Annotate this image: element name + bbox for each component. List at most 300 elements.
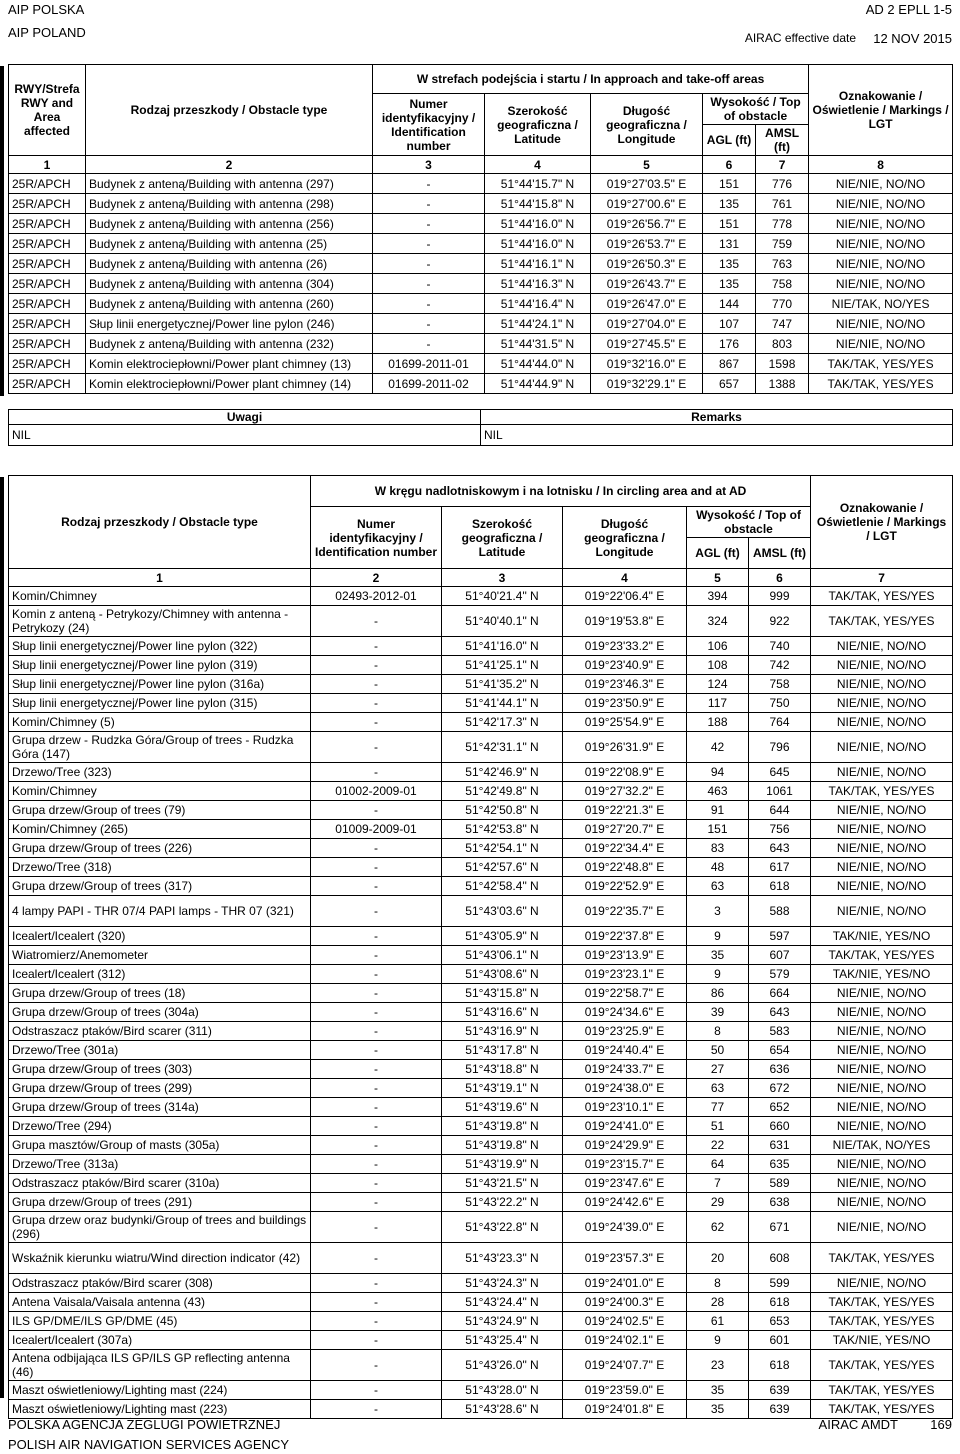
table-cell: 27 (687, 1060, 749, 1079)
table-cell: TAK/TAK, YES/YES (811, 587, 953, 606)
t2-col-height-header: Wysokość / Top of obstacle (687, 507, 811, 538)
table-row (9, 984, 953, 1003)
table-cell: 019°24'34.6" E (563, 1003, 687, 1022)
table-cell: 63 (687, 877, 749, 896)
table-cell: 51°43'26.0" N (442, 1350, 563, 1381)
table-cell: NIE/NIE, NO/NO (811, 637, 953, 656)
header-page-ref: AD 2 EPLL 1-5 (865, 2, 952, 17)
uwagi-value: NIL (9, 425, 481, 446)
table-cell: NIE/NIE, NO/NO (811, 1003, 953, 1022)
table-cell: 51°43'15.8" N (442, 984, 563, 1003)
table-cell: 019°27'32.2" E (563, 782, 687, 801)
table-row (9, 174, 953, 194)
table-cell: 01002-2009-01 (311, 782, 442, 801)
table-cell: 50 (687, 1041, 749, 1060)
table-cell: Grupa masztów/Group of masts (305a) (9, 1136, 311, 1155)
table-cell: 639 (749, 1381, 811, 1400)
table-row (9, 1243, 953, 1274)
table-cell: 23 (687, 1350, 749, 1381)
table-row (9, 234, 953, 254)
table-cell: 51°43'24.3" N (442, 1274, 563, 1293)
table-cell: Komin/Chimney (5) (9, 713, 311, 732)
table-cell: 019°24'41.0" E (563, 1117, 687, 1136)
table-cell: NIE/NIE, NO/NO (811, 839, 953, 858)
table-cell: 601 (749, 1331, 811, 1350)
table-row (9, 194, 953, 214)
table-cell: 019°24'02.5" E (563, 1312, 687, 1331)
column-number: 1 (9, 569, 311, 587)
table-row (9, 1041, 953, 1060)
uwagi-header: Uwagi (9, 410, 481, 425)
table-cell: Budynek z anteną/Building with antenna (256) (86, 214, 373, 234)
table-row (9, 1155, 953, 1174)
table-row (9, 1022, 953, 1041)
table-cell: 51°43'17.8" N (442, 1041, 563, 1060)
table-cell: Grupa drzew - Rudzka Góra/Group of trees - Rudzka Góra (147) (9, 732, 311, 763)
table-cell: 631 (749, 1136, 811, 1155)
column-number: 5 (687, 569, 749, 587)
table-cell: 77 (687, 1098, 749, 1117)
table-cell: - (311, 1400, 442, 1419)
table-cell: 25R/APCH (9, 254, 86, 274)
table-cell: 25R/APCH (9, 234, 86, 254)
table-row (9, 294, 953, 314)
table-cell: Drzewo/Tree (313a) (9, 1155, 311, 1174)
table-cell: TAK/TAK, YES/YES (809, 374, 953, 394)
table-cell: NIE/NIE, NO/NO (809, 214, 953, 234)
table-cell: Grupa drzew/Group of trees (18) (9, 984, 311, 1003)
table-row (9, 1293, 953, 1312)
table-cell: Budynek z anteną/Building with antenna (297) (86, 174, 373, 194)
table-cell: NIE/NIE, NO/NO (811, 984, 953, 1003)
table-row (9, 1400, 953, 1419)
table-cell: Słup linii energetycznej/Power line pylon (316a) (9, 675, 311, 694)
table-cell: 597 (749, 927, 811, 946)
table-cell: - (311, 946, 442, 965)
table-row (9, 1381, 953, 1400)
table-cell: 51°43'28.0" N (442, 1381, 563, 1400)
table-cell: TAK/NIE, YES/NO (811, 927, 953, 946)
table-cell: 51°44'16.3" N (485, 274, 591, 294)
table-cell: 588 (749, 896, 811, 927)
table-cell: 764 (749, 713, 811, 732)
table-cell: ILS GP/DME/ILS GP/DME (45) (9, 1312, 311, 1331)
table-row (9, 820, 953, 839)
column-number: 8 (809, 156, 953, 174)
table-cell: 25R/APCH (9, 314, 86, 334)
table-cell: 652 (749, 1098, 811, 1117)
group-header: W strefach podejścia i startu / In approach and take-off areas (373, 65, 809, 94)
table-cell: Odstraszacz ptaków/Bird scarer (310a) (9, 1174, 311, 1193)
table-cell: 638 (749, 1193, 811, 1212)
table-cell: - (311, 1193, 442, 1212)
column-number: 3 (442, 569, 563, 587)
remarks-value: NIL (481, 425, 953, 446)
table-row (9, 946, 953, 965)
table-cell: 25R/APCH (9, 334, 86, 354)
table-cell: 29 (687, 1193, 749, 1212)
table-row (9, 314, 953, 334)
table-cell: Wskaźnik kierunku wiatru/Wind direction indicator (42) (9, 1243, 311, 1274)
table-cell: TAK/TAK, YES/YES (809, 354, 953, 374)
table-cell: 9 (687, 927, 749, 946)
col-type-header: Rodzaj przeszkody / Obstacle type (86, 65, 373, 156)
table-cell: - (311, 801, 442, 820)
table-cell: Grupa drzew oraz budynki/Group of trees and buildings (296) (9, 1212, 311, 1243)
table-cell: 653 (749, 1312, 811, 1331)
table-cell: 999 (749, 587, 811, 606)
table-row (9, 334, 953, 354)
table-cell: 51°44'15.7" N (485, 174, 591, 194)
table-cell: - (311, 965, 442, 984)
table-cell: - (311, 1350, 442, 1381)
table-cell: Grupa drzew/Group of trees (79) (9, 801, 311, 820)
table-cell: 019°25'54.9" E (563, 713, 687, 732)
table-cell: 51°42'53.8" N (442, 820, 563, 839)
table-cell: 617 (749, 858, 811, 877)
table-cell: 51 (687, 1117, 749, 1136)
table-cell: 51°43'05.9" N (442, 927, 563, 946)
table-cell: 91 (687, 801, 749, 820)
table-cell: 019°23'40.9" E (563, 656, 687, 675)
column-number: 1 (9, 156, 86, 174)
table-cell: NIE/NIE, NO/NO (809, 254, 953, 274)
table-cell: 657 (703, 374, 756, 394)
table-cell: 51°43'23.3" N (442, 1243, 563, 1274)
change-bar (0, 66, 4, 396)
table-row (9, 732, 953, 763)
table-cell: 106 (687, 637, 749, 656)
table-cell: Komin/Chimney (9, 587, 311, 606)
table-cell: 51°42'17.3" N (442, 713, 563, 732)
table-cell: NIE/NIE, NO/NO (811, 1079, 953, 1098)
table-row (9, 858, 953, 877)
table-cell: 635 (749, 1155, 811, 1174)
table-cell: 35 (687, 1400, 749, 1419)
table-cell: 64 (687, 1155, 749, 1174)
col-rwy-header: RWY/Strefa RWY and Area affected (9, 65, 86, 156)
table-cell: 324 (687, 606, 749, 637)
table-cell: 922 (749, 606, 811, 637)
table-cell: 019°32'29.1" E (591, 374, 703, 394)
header-aip-polska: AIP POLSKA (8, 2, 85, 17)
table-row (9, 839, 953, 858)
table-cell: 019°22'35.7" E (563, 896, 687, 927)
table-row (9, 1274, 953, 1293)
table-cell: NIE/NIE, NO/NO (809, 174, 953, 194)
table-cell: 618 (749, 877, 811, 896)
column-number: 2 (311, 569, 442, 587)
table-cell: TAK/NIE, YES/NO (811, 965, 953, 984)
table-row (9, 675, 953, 694)
column-number: 7 (811, 569, 953, 587)
table-cell: - (311, 1155, 442, 1174)
table-cell: - (373, 194, 485, 214)
table-cell: 9 (687, 965, 749, 984)
table-cell: 35 (687, 946, 749, 965)
table-cell: Drzewo/Tree (301a) (9, 1041, 311, 1060)
t2-col-amsl-header: AMSL (ft) (749, 538, 811, 569)
table-cell: 019°27'00.6" E (591, 194, 703, 214)
table-cell: 51°42'46.9" N (442, 763, 563, 782)
table-cell: NIE/NIE, NO/NO (811, 675, 953, 694)
table-cell: - (373, 314, 485, 334)
table-cell: 86 (687, 984, 749, 1003)
table-cell: 51°43'19.6" N (442, 1098, 563, 1117)
table-cell: Antena odbijająca ILS GP/ILS GP reflecting antenna (46) (9, 1350, 311, 1381)
table-cell: Słup linii energetycznej/Power line pylon (319) (9, 656, 311, 675)
table-cell: 019°22'34.4" E (563, 839, 687, 858)
table-cell: 758 (756, 274, 809, 294)
table-cell: 131 (703, 234, 756, 254)
table-row (9, 713, 953, 732)
table-cell: Budynek z anteną/Building with antenna (298) (86, 194, 373, 214)
table-cell: 019°22'58.7" E (563, 984, 687, 1003)
table-cell: Maszt oświetleniowy/Lighting mast (224) (9, 1381, 311, 1400)
table-cell: 151 (703, 214, 756, 234)
table-cell: 51°44'16.0" N (485, 234, 591, 254)
table-row (9, 1098, 953, 1117)
table-cell: NIE/NIE, NO/NO (811, 1060, 953, 1079)
table-row (9, 1079, 953, 1098)
table-cell: 019°22'52.9" E (563, 877, 687, 896)
change-bar-2 (0, 477, 4, 1398)
table-cell: 778 (756, 214, 809, 234)
column-number-row (9, 156, 953, 174)
remarks-header: Remarks (481, 410, 953, 425)
table-cell: 770 (756, 294, 809, 314)
table-cell: 664 (749, 984, 811, 1003)
table-cell: - (311, 1174, 442, 1193)
table-cell: 51°43'19.9" N (442, 1155, 563, 1174)
table-cell: 51°43'22.8" N (442, 1212, 563, 1243)
table-cell: 51°40'40.1" N (442, 606, 563, 637)
table-cell: 62 (687, 1212, 749, 1243)
table-cell: 39 (687, 1003, 749, 1022)
table-cell: 019°22'48.8" E (563, 858, 687, 877)
table-cell: 51°43'16.9" N (442, 1022, 563, 1041)
table-cell: Maszt oświetleniowy/Lighting mast (223) (9, 1400, 311, 1419)
table-cell: 51°42'31.1" N (442, 732, 563, 763)
table-cell: 019°23'33.2" E (563, 637, 687, 656)
table-cell: 01009-2009-01 (311, 820, 442, 839)
table-cell: 107 (703, 314, 756, 334)
table-cell: TAK/TAK, YES/YES (811, 606, 953, 637)
table-cell: 636 (749, 1060, 811, 1079)
table-cell: - (311, 1079, 442, 1098)
table-cell: 759 (756, 234, 809, 254)
table-cell: 51°44'16.1" N (485, 254, 591, 274)
table-cell: 019°23'47.6" E (563, 1174, 687, 1193)
table-row (9, 927, 953, 946)
table-cell: - (311, 1331, 442, 1350)
table-cell: 83 (687, 839, 749, 858)
table-cell: 9 (687, 1331, 749, 1350)
table-row (9, 274, 953, 294)
table-cell: Drzewo/Tree (318) (9, 858, 311, 877)
table-cell: 672 (749, 1079, 811, 1098)
table-cell: 019°27'03.5" E (591, 174, 703, 194)
table-row (9, 587, 953, 606)
table-cell: 019°32'16.0" E (591, 354, 703, 374)
table-cell: 463 (687, 782, 749, 801)
table-cell: Icealert/Icealert (312) (9, 965, 311, 984)
table-cell: 643 (749, 839, 811, 858)
table-cell: NIE/NIE, NO/NO (809, 274, 953, 294)
table-cell: - (311, 656, 442, 675)
table-cell: Antena Vaisala/Vaisala antenna (43) (9, 1293, 311, 1312)
table-cell: 019°22'08.9" E (563, 763, 687, 782)
table-cell: 51°42'58.4" N (442, 877, 563, 896)
table-cell: 25R/APCH (9, 274, 86, 294)
table-cell: Komin elektrociepłowni/Power plant chimney (14) (86, 374, 373, 394)
table-cell: 51°44'31.5" N (485, 334, 591, 354)
table-cell: 019°23'23.1" E (563, 965, 687, 984)
table-cell: 8 (687, 1022, 749, 1041)
col-id-header: Numer identyfikacyjny / Identification number (373, 94, 485, 156)
table-cell: Grupa drzew/Group of trees (304a) (9, 1003, 311, 1022)
footer-agency-en: POLISH AIR NAVIGATION SERVICES AGENCY (8, 1437, 290, 1452)
t2-column-number-row (9, 569, 953, 587)
table-cell: 135 (703, 274, 756, 294)
table-cell: 019°27'20.7" E (563, 820, 687, 839)
table-cell: - (311, 1098, 442, 1117)
table-cell: 35 (687, 1381, 749, 1400)
table-cell: 618 (749, 1350, 811, 1381)
table-cell: Budynek z anteną/Building with antenna (260) (86, 294, 373, 314)
table-cell: 645 (749, 763, 811, 782)
t2-col-agl-header: AGL (ft) (687, 538, 749, 569)
table-cell: 51°42'57.6" N (442, 858, 563, 877)
table-cell: 607 (749, 946, 811, 965)
table-cell: 8 (687, 1274, 749, 1293)
table-cell: 750 (749, 694, 811, 713)
table-cell: 019°26'31.9" E (563, 732, 687, 763)
table-cell: 1388 (756, 374, 809, 394)
table-cell: 756 (749, 820, 811, 839)
table-cell: 019°23'50.9" E (563, 694, 687, 713)
table-cell: NIE/NIE, NO/NO (811, 801, 953, 820)
table-cell: 019°24'00.3" E (563, 1293, 687, 1312)
table-cell: 3 (687, 896, 749, 927)
table-cell: Odstraszacz ptaków/Bird scarer (311) (9, 1022, 311, 1041)
table-cell: 51°43'19.1" N (442, 1079, 563, 1098)
table-cell: 94 (687, 763, 749, 782)
col-lon-header: Długość geograficzna / Longitude (591, 94, 703, 156)
table-cell: - (311, 984, 442, 1003)
table-cell: 51°44'15.8" N (485, 194, 591, 214)
table-cell: - (311, 713, 442, 732)
table-cell: 019°26'47.0" E (591, 294, 703, 314)
table-row (9, 1212, 953, 1243)
footer-page-number: 169 (930, 1417, 952, 1432)
table-cell: 51°43'24.9" N (442, 1312, 563, 1331)
table-cell: Słup linii energetycznej/Power line pylon (322) (9, 637, 311, 656)
table-row (9, 1003, 953, 1022)
table-cell: 019°24'01.8" E (563, 1400, 687, 1419)
table-cell: 25R/APCH (9, 214, 86, 234)
table-cell: 42 (687, 732, 749, 763)
table-cell: 51°43'19.8" N (442, 1136, 563, 1155)
table-cell: 51°41'25.1" N (442, 656, 563, 675)
table-cell: 25R/APCH (9, 294, 86, 314)
table-cell: - (311, 675, 442, 694)
table-cell: 803 (756, 334, 809, 354)
table-cell: NIE/NIE, NO/NO (811, 763, 953, 782)
table-cell: Grupa drzew/Group of trees (226) (9, 839, 311, 858)
column-number: 5 (591, 156, 703, 174)
column-number: 6 (749, 569, 811, 587)
table-cell: 135 (703, 194, 756, 214)
col-lat-header: Szerokość geograficzna / Latitude (485, 94, 591, 156)
table-cell: NIE/NIE, NO/NO (811, 1117, 953, 1136)
table-cell: TAK/TAK, YES/YES (811, 1312, 953, 1331)
table-cell: 25R/APCH (9, 354, 86, 374)
table-cell: TAK/TAK, YES/YES (811, 1350, 953, 1381)
table-cell: NIE/NIE, NO/NO (809, 234, 953, 254)
table-cell: NIE/NIE, NO/NO (811, 1041, 953, 1060)
table-row (9, 656, 953, 675)
column-number: 6 (703, 156, 756, 174)
table-cell: 019°24'02.1" E (563, 1331, 687, 1350)
table-row (9, 877, 953, 896)
table-row (9, 374, 953, 394)
table-cell: 51°41'44.1" N (442, 694, 563, 713)
table-cell: 4 lampy PAPI - THR 07/4 PAPI lamps - THR 07 (321) (9, 896, 311, 927)
table-cell: NIE/NIE, NO/NO (811, 1022, 953, 1041)
column-number: 4 (563, 569, 687, 587)
table-cell: 019°22'21.3" E (563, 801, 687, 820)
table-cell: 51°42'54.1" N (442, 839, 563, 858)
table-cell: - (311, 763, 442, 782)
table-cell: 019°24'07.7" E (563, 1350, 687, 1381)
table-cell: Komin/Chimney (265) (9, 820, 311, 839)
table-row (9, 1174, 953, 1193)
circling-obstacles-table (8, 475, 953, 1419)
table-cell: 117 (687, 694, 749, 713)
table-cell: NIE/NIE, NO/NO (811, 713, 953, 732)
table-cell: Komin z anteną - Petrykozy/Chimney with antenna - Petrykozy (24) (9, 606, 311, 637)
table-cell: 51°43'03.6" N (442, 896, 563, 927)
col-agl-header: AGL (ft) (703, 125, 756, 156)
table-cell: 151 (703, 174, 756, 194)
table-cell: 20 (687, 1243, 749, 1274)
table-cell: 589 (749, 1174, 811, 1193)
table-cell: 51°43'06.1" N (442, 946, 563, 965)
table-cell: TAK/NIE, YES/NO (811, 1331, 953, 1350)
table-cell: - (373, 334, 485, 354)
table-row (9, 965, 953, 984)
table-cell: 019°24'42.6" E (563, 1193, 687, 1212)
table-cell: - (311, 1060, 442, 1079)
t2-group-header: W kręgu nadlotniskowym i na lotnisku / In circling area and at AD (311, 476, 811, 507)
table-cell: 51°44'44.0" N (485, 354, 591, 374)
table-cell: 660 (749, 1117, 811, 1136)
t2-col-type-header: Rodzaj przeszkody / Obstacle type (9, 476, 311, 569)
table-cell: 758 (749, 675, 811, 694)
table-cell: 776 (756, 174, 809, 194)
table-cell: - (311, 1117, 442, 1136)
table-cell: 7 (687, 1174, 749, 1193)
table-cell: - (373, 234, 485, 254)
table-row (9, 354, 953, 374)
table-cell: NIE/NIE, NO/NO (811, 858, 953, 877)
table-cell: 599 (749, 1274, 811, 1293)
table-cell: Komin elektrociepłowni/Power plant chimney (13) (86, 354, 373, 374)
table-cell: 761 (756, 194, 809, 214)
table-cell: Wiatromierz/Anemometer (9, 946, 311, 965)
table-cell: Icealert/Icealert (320) (9, 927, 311, 946)
